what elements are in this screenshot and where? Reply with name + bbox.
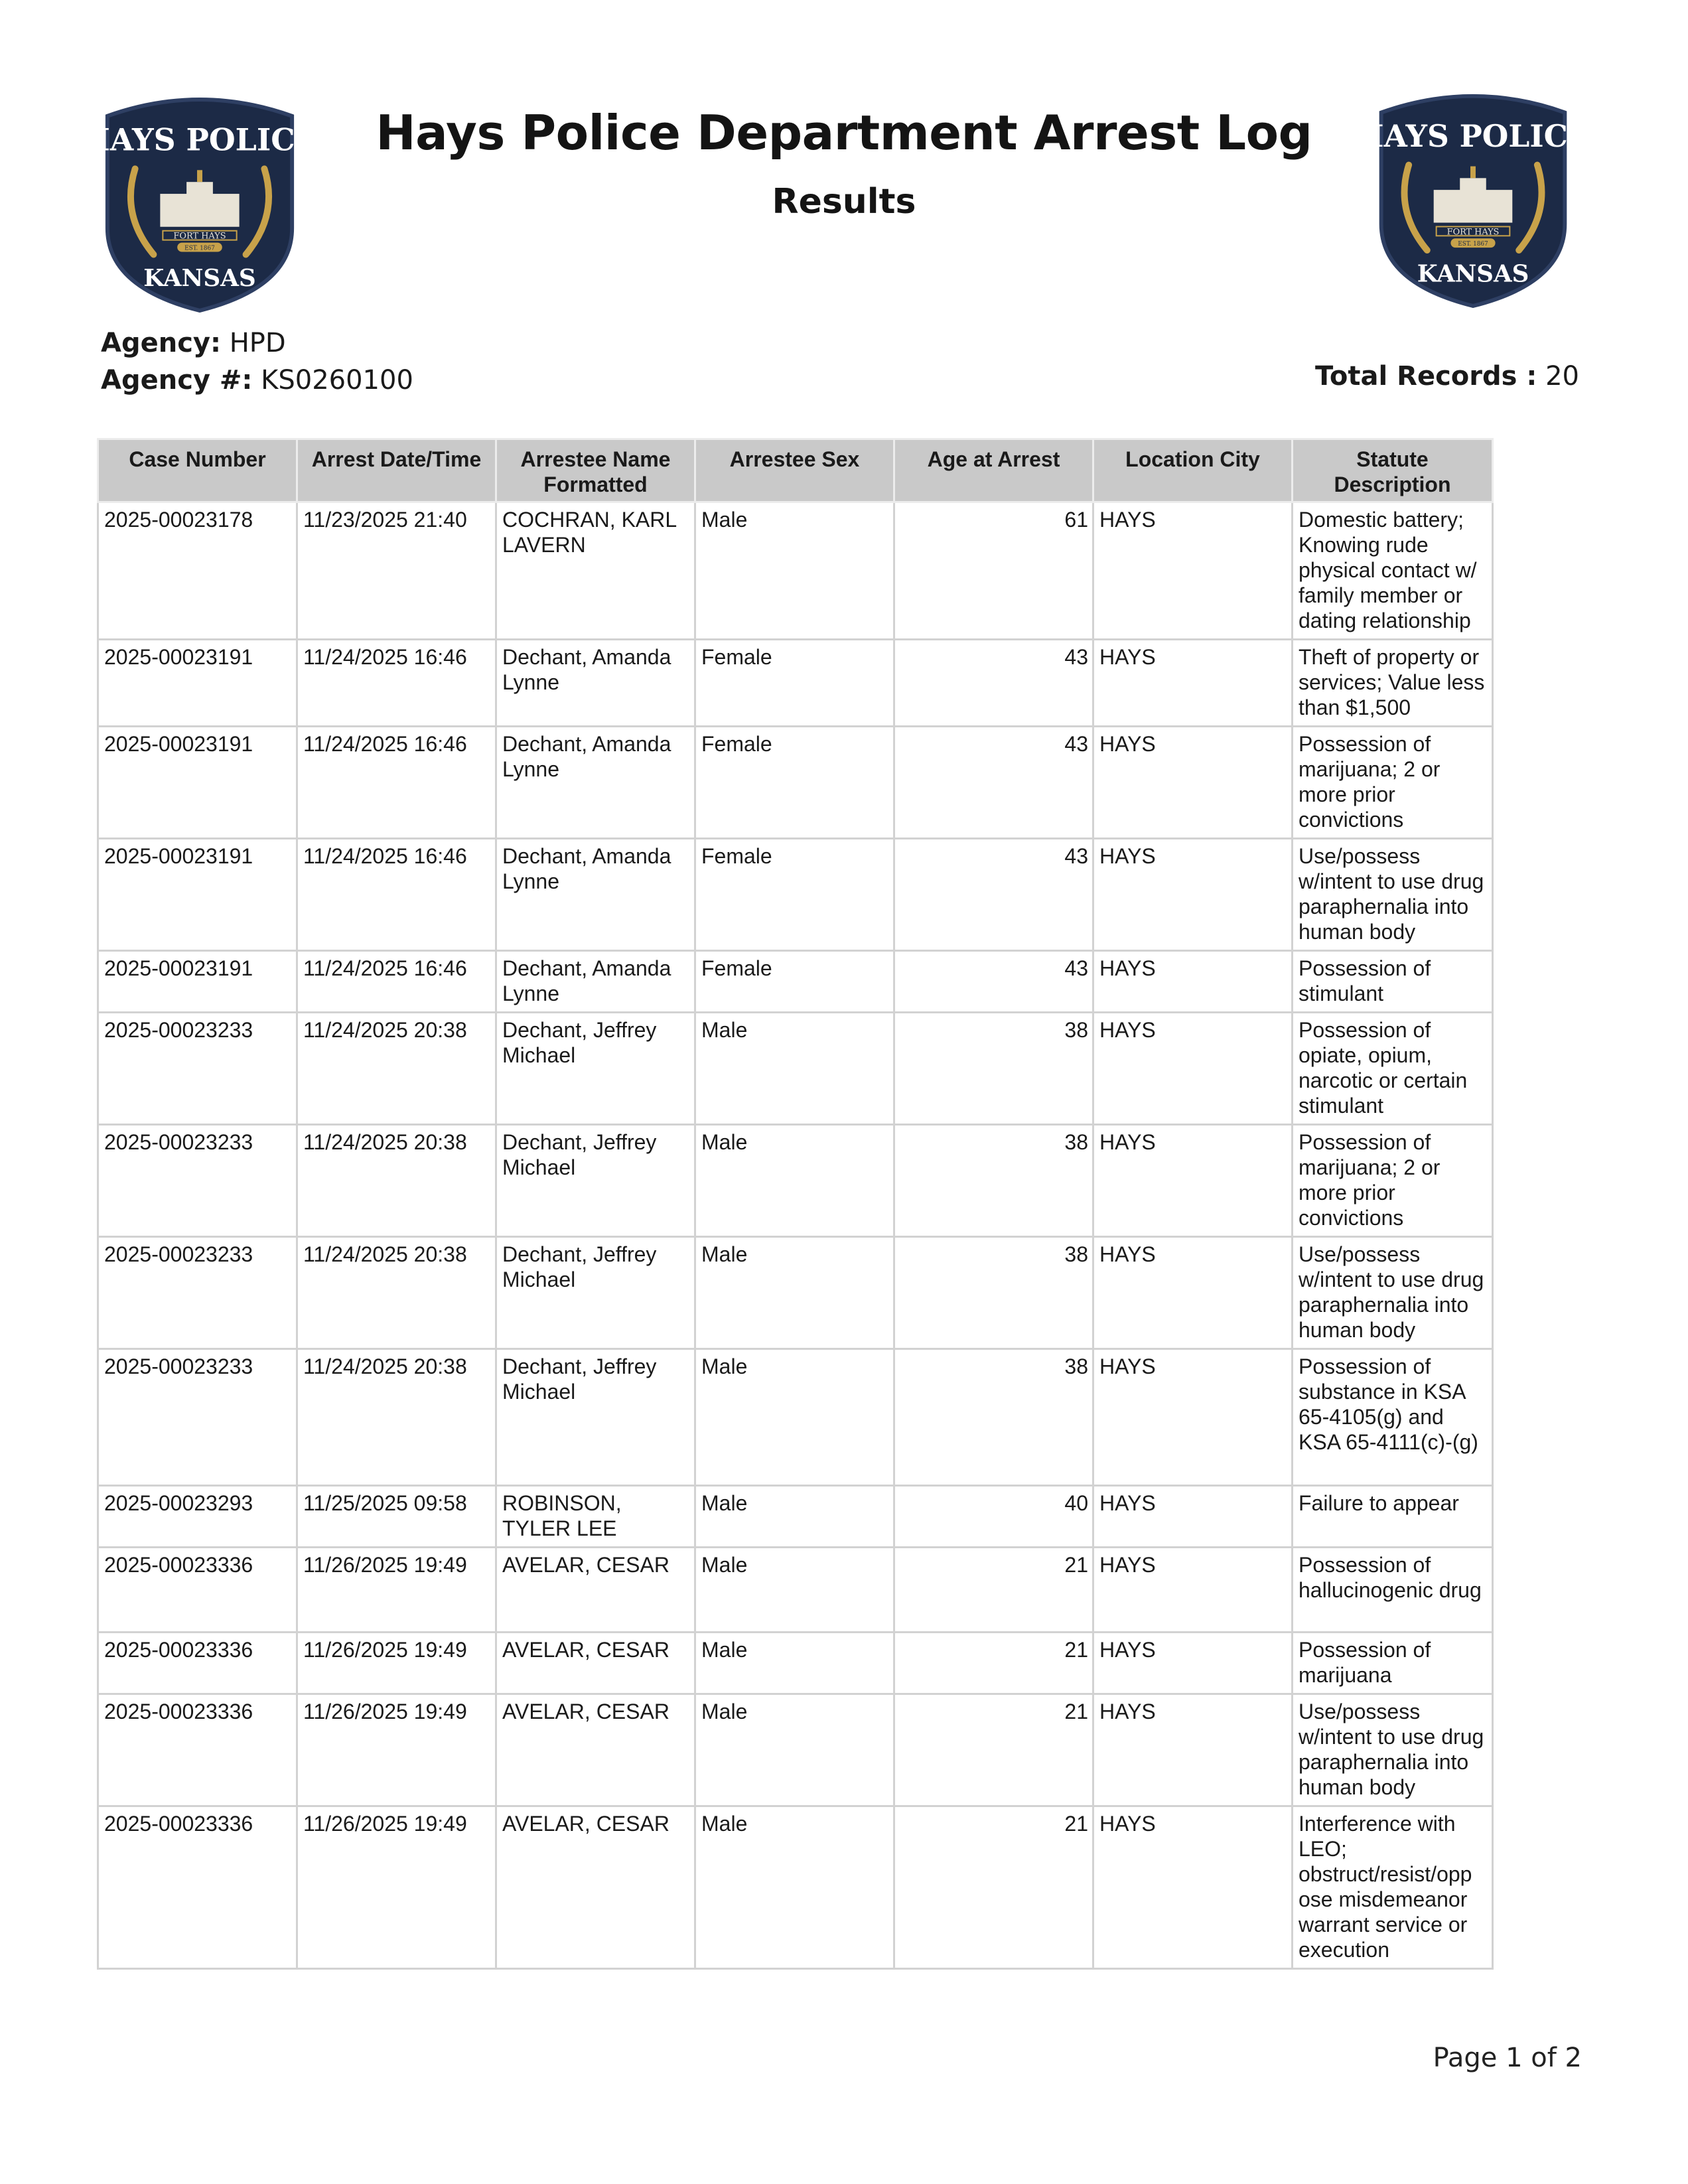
age-cell: 21	[894, 1548, 1093, 1633]
svg-text:KANSAS: KANSAS	[143, 264, 256, 293]
total-records-label: Total Records :	[1314, 361, 1537, 392]
case-number-cell: 2025-00023293	[98, 1486, 297, 1548]
total-records-value: 20	[1545, 361, 1579, 392]
age-cell: 21	[894, 1806, 1093, 1969]
case-number-cell: 2025-00023191	[98, 727, 297, 839]
statute-cell: Use/possess w/intent to use drug paraphernalia into human body	[1293, 1694, 1493, 1806]
table-row	[98, 839, 1493, 951]
statute-cell: Domestic battery; Knowing rude physical contact w/ family member or dating relationship	[1293, 502, 1493, 640]
table-row	[98, 1125, 1493, 1237]
arrestee-name-cell: Dechant, Jeffrey Michael	[496, 1237, 695, 1349]
arrest-datetime-cell: 11/24/2025 16:46	[297, 951, 496, 1013]
table-row	[98, 727, 1493, 839]
table-header-row	[98, 439, 1493, 502]
arrest-log-table	[97, 438, 1494, 1970]
case-number-cell: 2025-00023233	[98, 1237, 297, 1349]
age-cell: 61	[894, 502, 1093, 640]
age-cell: 38	[894, 1013, 1093, 1125]
total-records	[1315, 361, 1579, 392]
arrestee-sex-cell: Male	[695, 1349, 894, 1486]
arrestee-name-cell: Dechant, Jeffrey Michael	[496, 1349, 695, 1486]
arrestee-sex-cell: Male	[695, 1806, 894, 1969]
statute-cell: Possession of stimulant	[1293, 951, 1493, 1013]
case-number-cell: 2025-00023191	[98, 640, 297, 727]
svg-text:FORT HAYS: FORT HAYS	[173, 231, 226, 242]
arrestee-name-cell: AVELAR, CESAR	[496, 1633, 695, 1694]
agency-label: Agency:	[101, 328, 221, 358]
page-title: Hays Police Department Arrest Log	[376, 105, 1312, 161]
agency-number-value: KS0260100	[261, 365, 413, 396]
column-header: Case Number	[98, 439, 297, 502]
age-cell: 38	[894, 1349, 1093, 1486]
svg-text:HAYS POLICE: HAYS POLICE	[1355, 117, 1591, 154]
svg-text:EST. 1867: EST. 1867	[184, 245, 215, 252]
location-city-cell: HAYS	[1093, 727, 1293, 839]
location-city-cell: HAYS	[1093, 1349, 1293, 1486]
case-number-cell: 2025-00023191	[98, 951, 297, 1013]
case-number-cell: 2025-00023233	[98, 1013, 297, 1125]
arrest-datetime-cell: 11/24/2025 16:46	[297, 839, 496, 951]
svg-text:KANSAS: KANSAS	[1417, 260, 1529, 288]
column-header: Statute Description	[1293, 439, 1493, 502]
location-city-cell: HAYS	[1093, 1633, 1293, 1694]
column-header: Arrestee Sex	[695, 439, 894, 502]
arrest-datetime-cell: 11/24/2025 20:38	[297, 1125, 496, 1237]
table-row	[98, 951, 1493, 1013]
table-row	[98, 1237, 1493, 1349]
arrestee-name-cell: AVELAR, CESAR	[496, 1694, 695, 1806]
table-row	[98, 1633, 1493, 1694]
statute-cell: Possession of marijuana; 2 or more prior convictions	[1293, 727, 1493, 839]
arrestee-sex-cell: Male	[695, 1633, 894, 1694]
agency-number-line	[101, 365, 413, 396]
age-cell: 21	[894, 1633, 1093, 1694]
age-cell: 43	[894, 727, 1093, 839]
arrestee-name-cell: Dechant, Amanda Lynne	[496, 640, 695, 727]
location-city-cell: HAYS	[1093, 1486, 1293, 1548]
statute-cell: Theft of property or services; Value less than $1,500	[1293, 640, 1493, 727]
location-city-cell: HAYS	[1093, 1694, 1293, 1806]
statute-cell: Possession of opiate, opium, narcotic or certain stimulant	[1293, 1013, 1493, 1125]
location-city-cell: HAYS	[1093, 1548, 1293, 1633]
arrestee-name-cell: Dechant, Jeffrey Michael	[496, 1013, 695, 1125]
location-city-cell: HAYS	[1093, 1125, 1293, 1237]
table-row	[98, 1349, 1493, 1486]
agency-value: HPD	[229, 328, 286, 358]
arrest-datetime-cell: 11/24/2025 20:38	[297, 1237, 496, 1349]
arrestee-sex-cell: Female	[695, 727, 894, 839]
column-header: Arrestee Name Formatted	[496, 439, 695, 502]
svg-text:HAYS POLICE: HAYS POLICE	[81, 121, 318, 158]
arrestee-sex-cell: Male	[695, 1694, 894, 1806]
agency-line	[101, 328, 286, 358]
age-cell: 43	[894, 951, 1093, 1013]
statute-cell: Use/possess w/intent to use drug paraphernalia into human body	[1293, 1237, 1493, 1349]
arrest-datetime-cell: 11/24/2025 20:38	[297, 1013, 496, 1125]
statute-cell: Interference with LEO; obstruct/resist/opp ose misdemeanor warrant service or execution	[1293, 1806, 1493, 1969]
arrest-datetime-cell: 11/26/2025 19:49	[297, 1633, 496, 1694]
case-number-cell: 2025-00023336	[98, 1806, 297, 1969]
arrestee-sex-cell: Male	[695, 1486, 894, 1548]
table-row	[98, 1694, 1493, 1806]
arrestee-sex-cell: Male	[695, 1548, 894, 1633]
table-row	[98, 1486, 1493, 1548]
case-number-cell: 2025-00023336	[98, 1694, 297, 1806]
location-city-cell: HAYS	[1093, 502, 1293, 640]
arrestee-name-cell: ROBINSON, TYLER LEE	[496, 1486, 695, 1548]
arrest-datetime-cell: 11/26/2025 19:49	[297, 1806, 496, 1969]
table-row	[98, 640, 1493, 727]
arrest-datetime-cell: 11/24/2025 16:46	[297, 640, 496, 727]
location-city-cell: HAYS	[1093, 1806, 1293, 1969]
arrest-datetime-cell: 11/24/2025 16:46	[297, 727, 496, 839]
arrestee-name-cell: COCHRAN, KARL LAVERN	[496, 502, 695, 640]
age-cell: 38	[894, 1125, 1093, 1237]
location-city-cell: HAYS	[1093, 839, 1293, 951]
statute-cell: Possession of marijuana; 2 or more prior convictions	[1293, 1125, 1493, 1237]
arrest-datetime-cell: 11/24/2025 20:38	[297, 1349, 496, 1486]
location-city-cell: HAYS	[1093, 951, 1293, 1013]
arrestee-sex-cell: Female	[695, 951, 894, 1013]
arrestee-sex-cell: Male	[695, 1237, 894, 1349]
case-number-cell: 2025-00023178	[98, 502, 297, 640]
statute-cell: Use/possess w/intent to use drug paraphernalia into human body	[1293, 839, 1493, 951]
agency-number-label: Agency #:	[101, 365, 253, 396]
arrestee-sex-cell: Female	[695, 839, 894, 951]
table-row	[98, 502, 1493, 640]
arrestee-name-cell: Dechant, Amanda Lynne	[496, 951, 695, 1013]
arrestee-name-cell: Dechant, Jeffrey Michael	[496, 1125, 695, 1237]
case-number-cell: 2025-00023336	[98, 1633, 297, 1694]
arrestee-sex-cell: Male	[695, 502, 894, 640]
column-header: Location City	[1093, 439, 1293, 502]
age-cell: 43	[894, 640, 1093, 727]
column-header: Age at Arrest	[894, 439, 1093, 502]
arrest-datetime-cell: 11/26/2025 19:49	[297, 1694, 496, 1806]
age-cell: 43	[894, 839, 1093, 951]
case-number-cell: 2025-00023233	[98, 1349, 297, 1486]
statute-cell: Failure to appear	[1293, 1486, 1493, 1548]
case-number-cell: 2025-00023191	[98, 839, 297, 951]
arrestee-name-cell: Dechant, Amanda Lynne	[496, 839, 695, 951]
arrestee-name-cell: Dechant, Amanda Lynne	[496, 727, 695, 839]
svg-text:FORT HAYS: FORT HAYS	[1446, 227, 1500, 238]
location-city-cell: HAYS	[1093, 1237, 1293, 1349]
age-cell: 40	[894, 1486, 1093, 1548]
arrestee-name-cell: AVELAR, CESAR	[496, 1548, 695, 1633]
case-number-cell: 2025-00023233	[98, 1125, 297, 1237]
statute-cell: Possession of hallucinogenic drug	[1293, 1548, 1493, 1633]
arrest-datetime-cell: 11/23/2025 21:40	[297, 502, 496, 640]
arrest-datetime-cell: 11/25/2025 09:58	[297, 1486, 496, 1548]
age-cell: 38	[894, 1237, 1093, 1349]
location-city-cell: HAYS	[1093, 640, 1293, 727]
page-number: Page 1 of 2	[1433, 2043, 1582, 2073]
arrestee-sex-cell: Male	[695, 1013, 894, 1125]
table-row	[98, 1013, 1493, 1125]
arrestee-sex-cell: Male	[695, 1125, 894, 1237]
statute-cell: Possession of substance in KSA 65-4105(g) and KSA 65-4111(c)-(g)	[1293, 1349, 1493, 1486]
arrestee-sex-cell: Female	[695, 640, 894, 727]
location-city-cell: HAYS	[1093, 1013, 1293, 1125]
age-cell: 21	[894, 1694, 1093, 1806]
case-number-cell: 2025-00023336	[98, 1548, 297, 1633]
page-subtitle: Results	[772, 182, 916, 222]
svg-text:EST. 1867: EST. 1867	[1458, 241, 1488, 248]
arrest-datetime-cell: 11/26/2025 19:49	[297, 1548, 496, 1633]
table-row	[98, 1548, 1493, 1633]
column-header: Arrest Date/Time	[297, 439, 496, 502]
arrestee-name-cell: AVELAR, CESAR	[496, 1806, 695, 1969]
table-row	[98, 1806, 1493, 1969]
statute-cell: Possession of marijuana	[1293, 1633, 1493, 1694]
